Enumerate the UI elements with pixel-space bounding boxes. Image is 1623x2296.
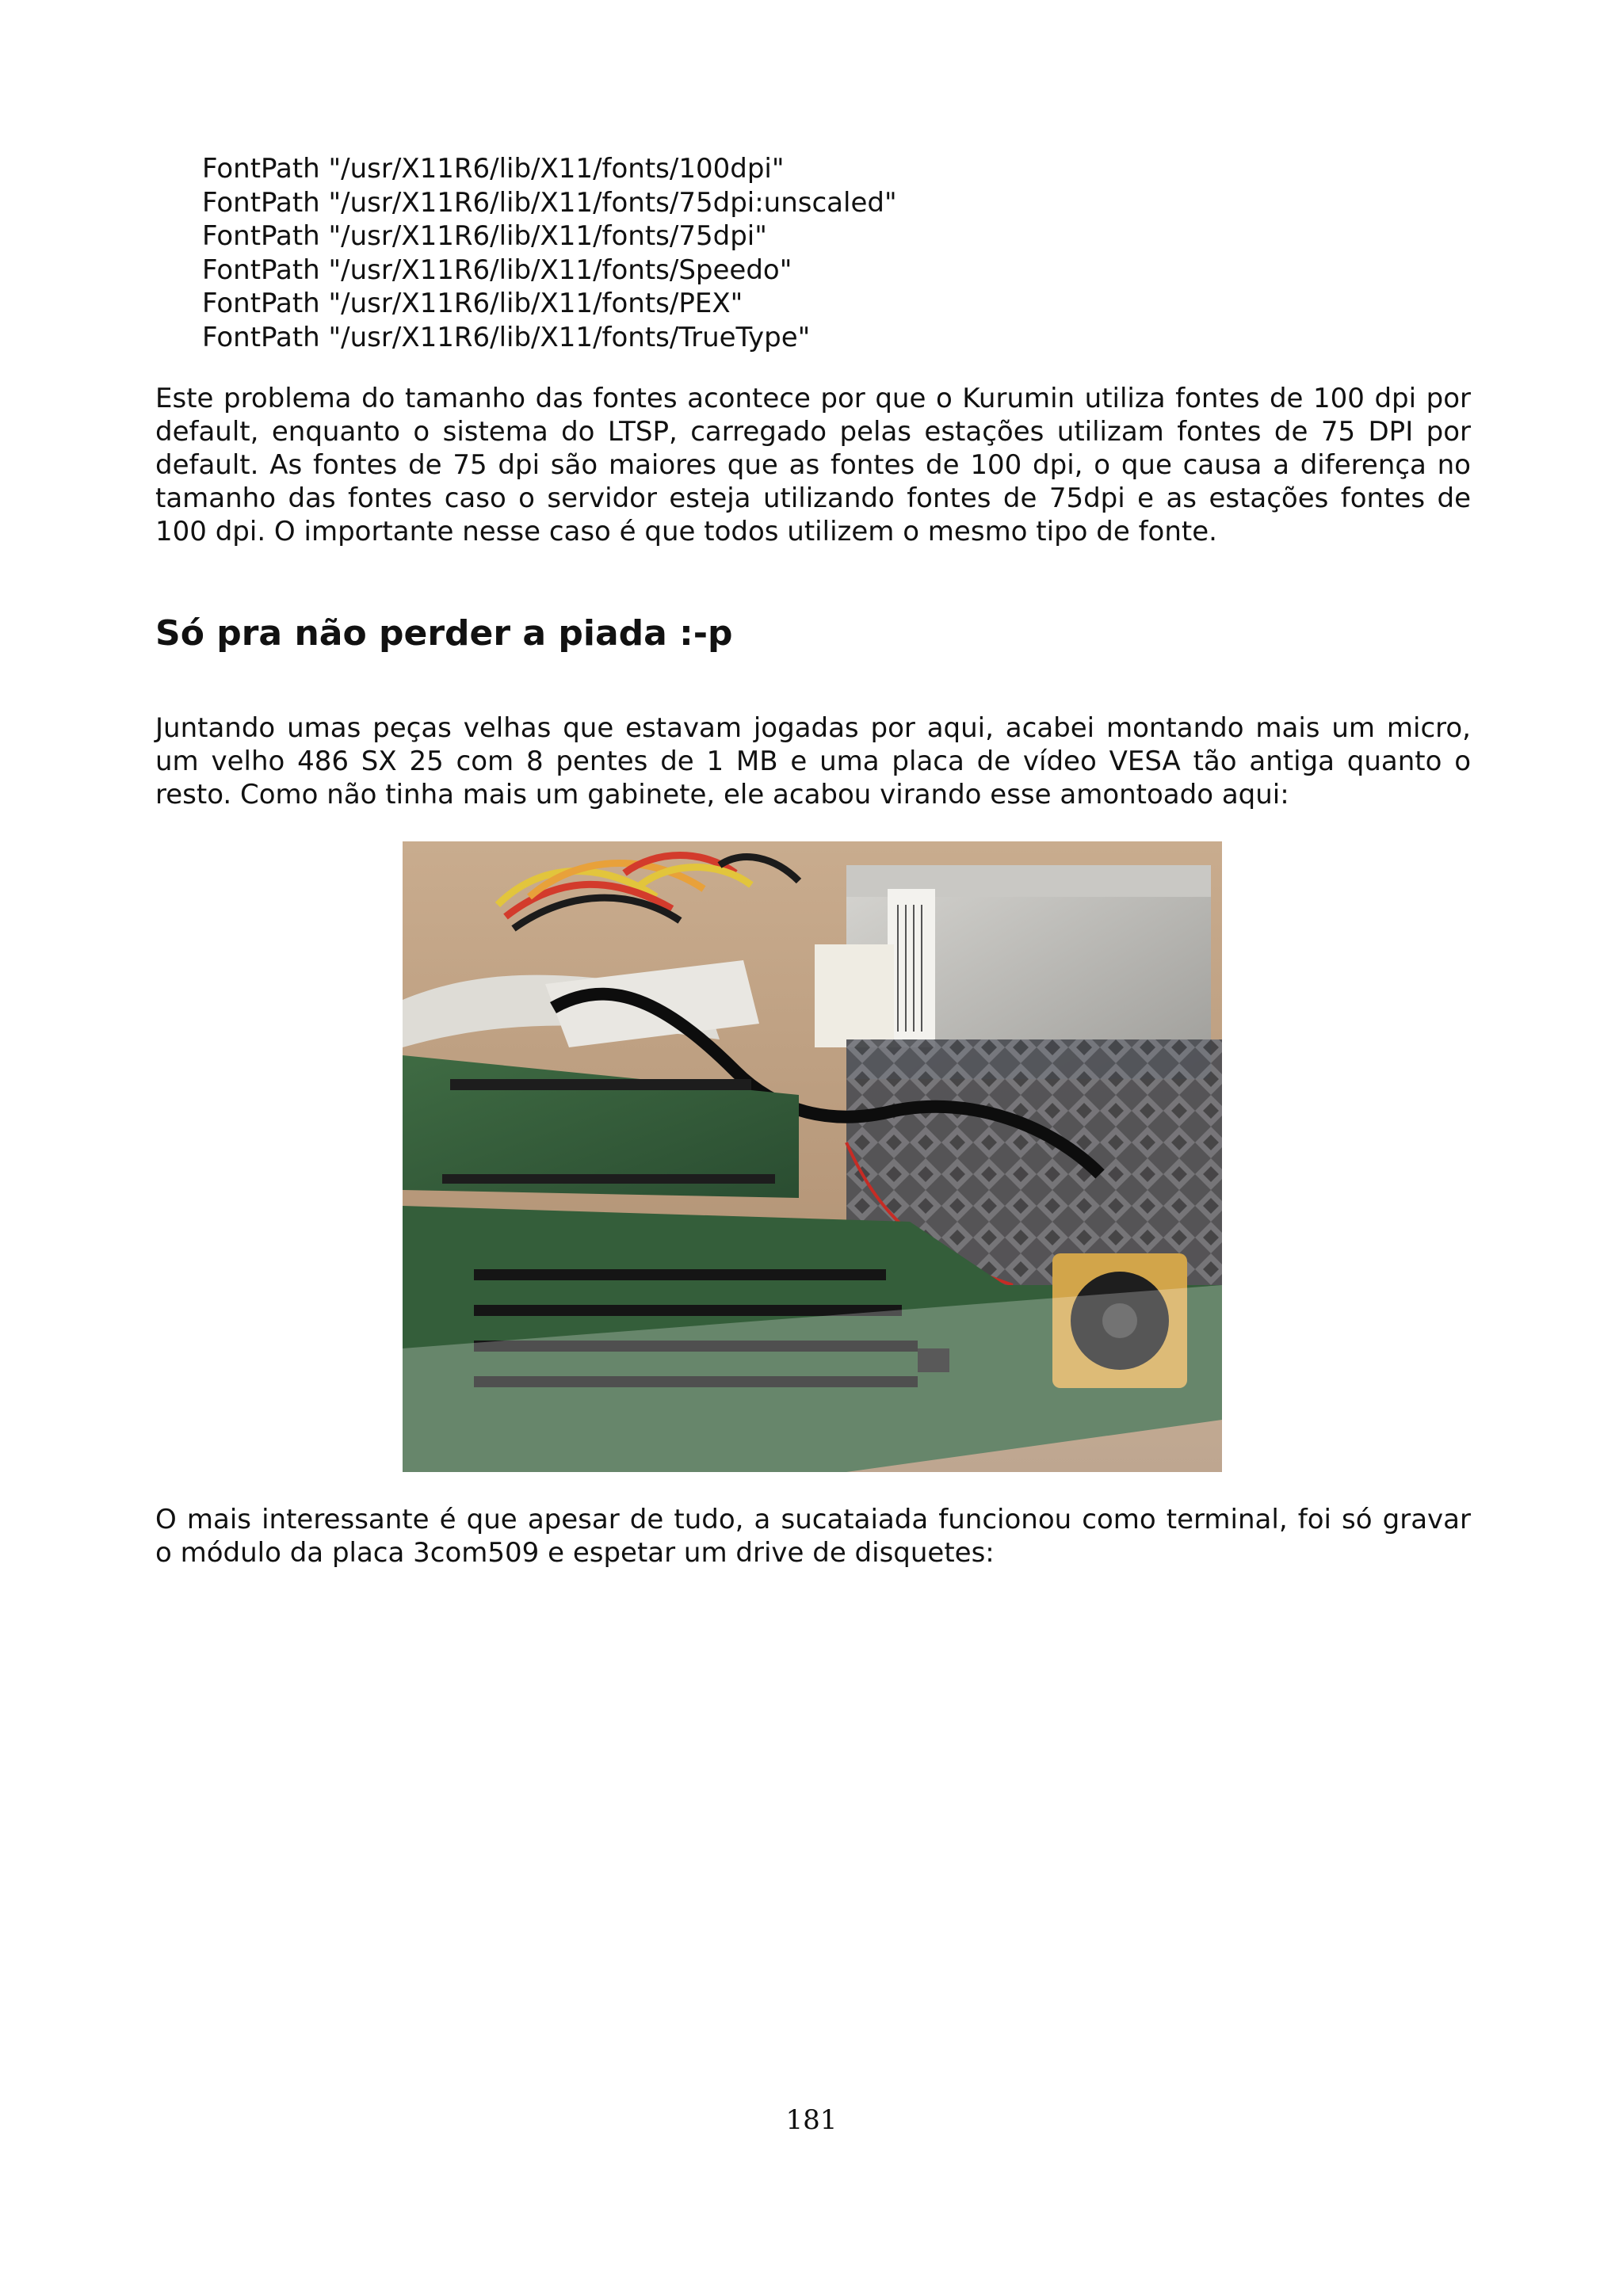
text-line: tamanho das fontes caso o servidor esteja utilizando fontes de 75dpi e as estações fontes de — [155, 482, 1471, 514]
drive-label — [888, 889, 935, 1047]
code-line: FontPath "/usr/X11R6/lib/X11/fonts/Speedo" — [202, 254, 792, 286]
fontpath-code-block — [202, 152, 1391, 354]
text-line: Este problema do tamanho das fontes acontece por que o Kurumin utiliza fontes de 100 dpi por — [155, 383, 1471, 414]
code-line: FontPath "/usr/X11R6/lib/X11/fonts/75dpi:unscaled" — [202, 186, 897, 219]
code-line: FontPath "/usr/X11R6/lib/X11/fonts/100dpi" — [202, 153, 785, 185]
paragraph-terminal-result — [155, 1503, 1471, 1569]
code-line: FontPath "/usr/X11R6/lib/X11/fonts/PEX" — [202, 288, 743, 319]
text-line: default, enquanto o sistema do LTSP, carregado pelas estações utilizam fontes de 75 DPI por — [155, 416, 1471, 448]
section-heading: Só pra não perder a piada :-p — [155, 613, 733, 654]
drive-connector — [815, 944, 894, 1047]
text-line: default. As fontes de 75 dpi são maiores que as fontes de 100 dpi, o que causa a diferença no — [155, 449, 1471, 481]
code-line: FontPath "/usr/X11R6/lib/X11/fonts/75dpi" — [202, 220, 767, 252]
paragraph-font-size-explanation — [155, 382, 1471, 548]
paragraph-old-parts — [155, 711, 1471, 811]
text-line: um velho 486 SX 25 com 8 pentes de 1 MB e uma placa de vídeo VESA tão antiga quanto o — [155, 746, 1471, 777]
page-number: 181 — [785, 2104, 838, 2136]
text-line: resto. Como não tinha mais um gabinete, ele acabou virando esse amontoado aqui: — [155, 779, 1289, 810]
text-line: Juntando umas peças velhas que estavam jogadas por aqui, acabei montando mais um micro, — [155, 712, 1471, 744]
text-line: 100 dpi. O importante nesse caso é que todos utilizem o mesmo tipo de fonte. — [155, 516, 1217, 547]
text-line: o módulo da placa 3com509 e espetar um drive de disquetes: — [155, 1537, 995, 1569]
computer-parts-photo — [403, 841, 1222, 1472]
code-line: FontPath "/usr/X11R6/lib/X11/fonts/TrueType" — [202, 321, 811, 353]
text-line: O mais interessante é que apesar de tudo, a sucataiada funcionou como terminal, foi só gravar — [155, 1504, 1471, 1535]
photo-illustration — [403, 841, 1222, 1472]
